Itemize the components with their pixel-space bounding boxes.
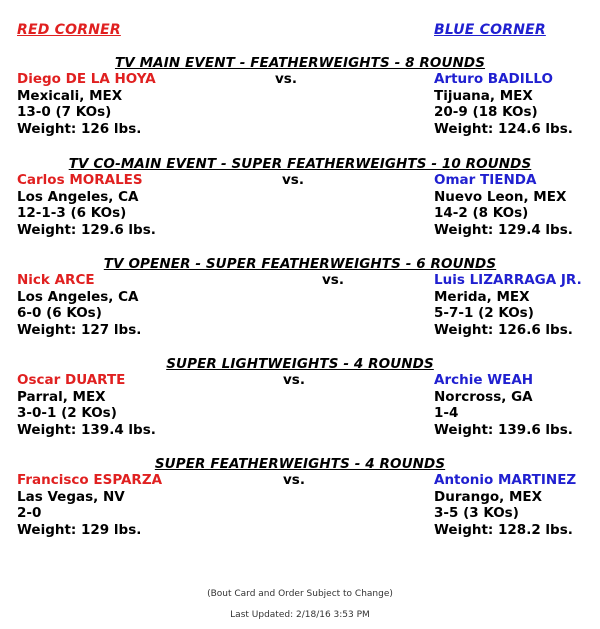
fighter-name: Arturo BADILLO [434,71,553,87]
fighter-hometown: Las Vegas, NV [17,488,125,505]
fighter-record: 6-0 (6 KOs) [17,305,102,321]
bout-heading: TV MAIN EVENT - FEATHERWEIGHTS - 8 ROUNDS [114,55,486,71]
fighter-weight: Weight: 124.6 lbs. [434,120,573,137]
fighter-weight: Weight: 128.2 lbs. [434,521,573,538]
fighter-name: Omar TIENDA [434,172,537,188]
fighter-name: Carlos MORALES [17,172,143,188]
bout-5 [0,456,600,556]
red-fighter [17,372,156,438]
fighter-name: Antonio MARTINEZ [434,472,577,488]
bout-4 [0,356,600,456]
fighter-hometown: Los Angeles, CA [17,288,139,305]
blue-fighter [434,472,576,538]
fighter-weight: Weight: 127 lbs. [17,321,142,338]
bout-heading: TV OPENER - SUPER FEATHERWEIGHTS - 6 ROUNDS [103,256,497,272]
disclaimer-text: (Bout Card and Order Subject to Change) [207,589,393,599]
fighter-record: 5-7-1 (2 KOs) [434,305,534,321]
fighter-hometown: Mexicali, MEX [17,87,123,104]
fighter-record: 12-1-3 (6 KOs) [17,205,127,221]
fighter-name: Luis LIZARRAGA JR. [434,272,582,288]
blue-fighter [434,272,582,338]
fighter-weight: Weight: 129 lbs. [17,521,142,538]
blue-corner-header: BLUE CORNER [434,22,546,38]
vs-label: vs. [282,172,304,188]
fighter-hometown: Norcross, GA [434,388,533,405]
bout-3 [0,256,600,356]
fighter-weight: Weight: 129.6 lbs. [17,221,156,238]
fighter-weight: Weight: 139.6 lbs. [434,421,573,438]
vs-label: vs. [275,71,297,87]
blue-fighter [434,172,573,238]
fighter-weight: Weight: 129.4 lbs. [434,221,573,238]
fighter-name: Oscar DUARTE [17,372,126,388]
fighter-record: 1-4 [434,405,459,421]
last-updated-text: Last Updated: 2/18/16 3:53 PM [230,610,370,620]
fighter-record: 13-0 (7 KOs) [17,104,112,120]
bout-heading: SUPER FEATHERWEIGHTS - 4 ROUNDS [154,456,446,472]
red-fighter [17,172,156,238]
fighter-name: Archie WEAH [434,372,534,388]
fighter-record: 3-0-1 (2 KOs) [17,405,117,421]
red-fighter [17,272,141,338]
fighter-hometown: Parral, MEX [17,388,106,405]
vs-label: vs. [322,272,344,288]
blue-fighter [434,71,573,137]
fighter-record: 3-5 (3 KOs) [434,505,519,521]
bout-heading: SUPER LIGHTWEIGHTS - 4 ROUNDS [166,356,434,372]
vs-label: vs. [283,472,305,488]
red-corner-header: RED CORNER [17,22,121,38]
fighter-name: Nick ARCE [17,272,95,288]
fighter-hometown: Durango, MEX [434,488,543,505]
fighter-record: 20-9 (18 KOs) [434,104,538,120]
fighter-hometown: Merida, MEX [434,288,530,305]
red-fighter [17,71,156,137]
bout-1 [0,55,600,155]
fighter-record: 14-2 (8 KOs) [434,205,529,221]
fighter-hometown: Nuevo Leon, MEX [434,188,567,205]
fighter-name: Diego DE LA HOYA [17,71,156,87]
fighter-weight: Weight: 126.6 lbs. [434,321,573,338]
red-fighter [17,472,162,538]
vs-label: vs. [283,372,305,388]
fighter-weight: Weight: 139.4 lbs. [17,421,156,438]
fighter-record: 2-0 [17,505,42,521]
fighter-weight: Weight: 126 lbs. [17,120,142,137]
bout-2 [0,156,600,256]
fighter-hometown: Tijuana, MEX [434,87,533,104]
fighter-name: Francisco ESPARZA [17,472,163,488]
bout-heading: TV CO-MAIN EVENT - SUPER FEATHERWEIGHTS - 10 ROUNDS [68,156,532,172]
fighter-hometown: Los Angeles, CA [17,188,139,205]
blue-fighter [434,372,573,438]
